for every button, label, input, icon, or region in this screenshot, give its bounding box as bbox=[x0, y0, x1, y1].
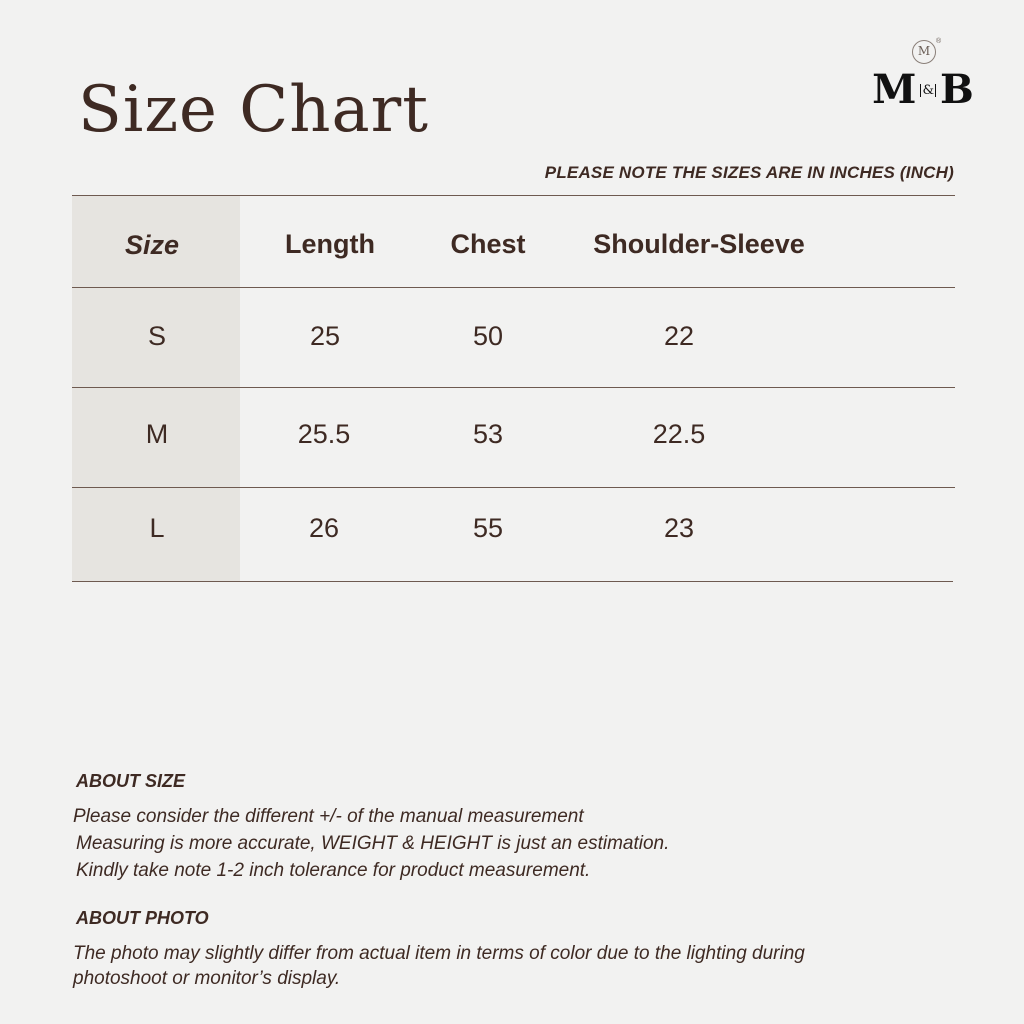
header-size: Size bbox=[124, 230, 180, 260]
table-row bbox=[72, 287, 955, 388]
brand-letters bbox=[870, 66, 976, 114]
about-size-line: Kindly take note 1-2 inch tolerance for product measurement. bbox=[76, 860, 591, 881]
cell-chest: 55 bbox=[472, 513, 504, 543]
crest-icon: M bbox=[912, 40, 936, 64]
about-size-line: Please consider the different +/- of the manual measurement bbox=[73, 806, 584, 827]
table-row bbox=[72, 387, 955, 488]
cell-size: M bbox=[145, 419, 169, 449]
cell-length: 25 bbox=[309, 321, 341, 351]
brand-letter-left: M bbox=[872, 66, 917, 113]
brand-logo bbox=[870, 40, 976, 112]
cell-length: 25.5 bbox=[297, 419, 351, 449]
cell-length: 26 bbox=[308, 513, 340, 543]
table-header-row bbox=[72, 195, 955, 288]
cell-size: S bbox=[147, 321, 167, 351]
brand-ampersand: & bbox=[922, 82, 935, 98]
table-row bbox=[72, 487, 955, 582]
about-photo-line: The photo may slightly differ from actual item in terms of color due to the lighting during bbox=[73, 943, 805, 964]
brand-letter-right: B bbox=[940, 66, 974, 113]
cell-shoulder-sleeve: 22.5 bbox=[652, 419, 706, 449]
cell-chest: 50 bbox=[472, 321, 504, 351]
about-size-heading: ABOUT SIZE bbox=[76, 771, 186, 791]
cell-size: L bbox=[149, 513, 165, 543]
page-title: Size Chart bbox=[78, 73, 429, 147]
cell-chest: 53 bbox=[472, 419, 504, 449]
about-photo-line: photoshoot or monitor’s display. bbox=[73, 968, 341, 989]
units-note: PLEASE NOTE THE SIZES ARE IN INCHES (INCH) bbox=[544, 163, 954, 182]
registered-mark: ® bbox=[936, 38, 942, 45]
header-length: Length bbox=[285, 229, 375, 259]
table-bottom-rule bbox=[72, 581, 953, 582]
header-shoulder-sleeve: Shoulder-Sleeve bbox=[593, 229, 805, 259]
header-chest: Chest bbox=[450, 229, 526, 259]
cell-shoulder-sleeve: 23 bbox=[663, 513, 695, 543]
about-photo-heading: ABOUT PHOTO bbox=[76, 908, 209, 928]
cell-shoulder-sleeve: 22 bbox=[663, 321, 695, 351]
about-size-line: Measuring is more accurate, WEIGHT & HEIGHT is just an estimation. bbox=[76, 833, 670, 854]
